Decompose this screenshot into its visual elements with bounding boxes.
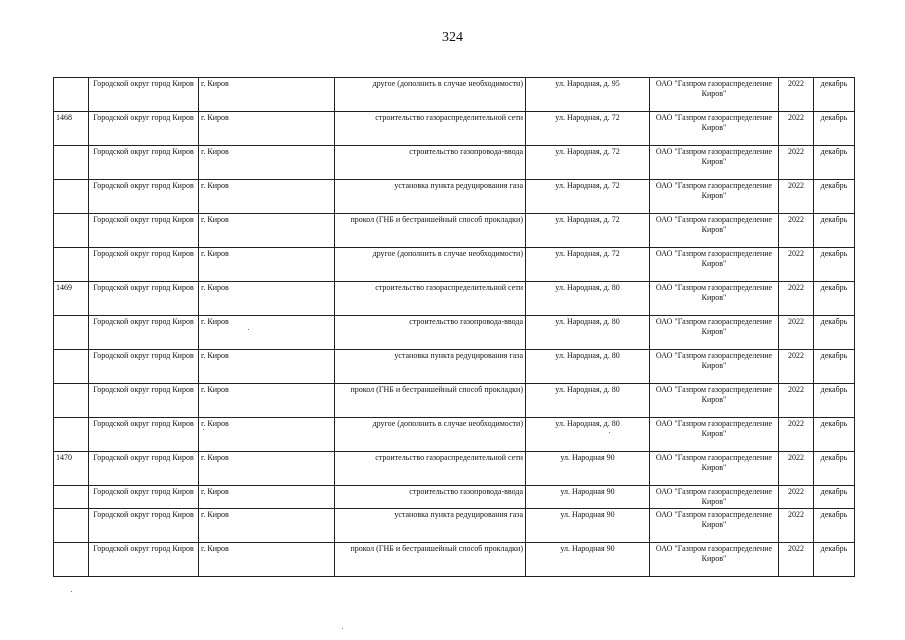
work-type-cell: прокол (ГНБ и бестраншейный способ прокладки) — [335, 384, 526, 418]
organization-cell: ОАО "Газпром газораспределение Киров" — [650, 350, 779, 384]
address-cell: ул. Народная 90 — [526, 486, 650, 509]
scan-speck — [71, 591, 72, 592]
address-cell: ул. Народная 90 — [526, 543, 650, 577]
row-number-cell — [54, 384, 89, 418]
address-cell: ул. Народная 90 — [526, 452, 650, 486]
work-type-cell: установка пункта редуцирования газа — [335, 509, 526, 543]
year-cell: 2022 — [779, 384, 814, 418]
row-number-cell — [54, 486, 89, 509]
address-cell: ул. Народная, д. 80 — [526, 418, 650, 452]
city-cell: г. Киров — [199, 452, 335, 486]
table-row — [54, 350, 855, 384]
city-cell: г. Киров — [199, 350, 335, 384]
municipality-cell: Городской округ город Киров — [89, 350, 199, 384]
works-table — [53, 77, 855, 577]
table-row — [54, 418, 855, 452]
organization-cell: ОАО "Газпром газораспределение Киров" — [650, 452, 779, 486]
municipality-cell: Городской округ город Киров — [89, 282, 199, 316]
row-number-cell — [54, 418, 89, 452]
month-cell: декабрь — [814, 350, 855, 384]
month-cell: декабрь — [814, 452, 855, 486]
row-number-cell — [54, 350, 89, 384]
year-cell: 2022 — [779, 146, 814, 180]
year-cell: 2022 — [779, 509, 814, 543]
table-row — [54, 78, 855, 112]
city-cell: г. Киров — [199, 316, 335, 350]
work-type-cell: строительство газопровода-ввода — [335, 316, 526, 350]
city-cell: г. Киров — [199, 78, 335, 112]
work-type-cell: строительство газопровода-ввода — [335, 146, 526, 180]
row-number-cell — [54, 78, 89, 112]
year-cell: 2022 — [779, 214, 814, 248]
organization-cell: ОАО "Газпром газораспределение Киров" — [650, 543, 779, 577]
month-cell: декабрь — [814, 486, 855, 509]
organization-cell: ОАО "Газпром газораспределение Киров" — [650, 384, 779, 418]
city-cell: г. Киров — [199, 543, 335, 577]
table-row — [54, 452, 855, 486]
municipality-cell: Городской округ город Киров — [89, 316, 199, 350]
municipality-cell: Городской округ город Киров — [89, 384, 199, 418]
table-row — [54, 146, 855, 180]
city-cell: г. Киров — [199, 384, 335, 418]
scan-speck — [248, 329, 249, 330]
table-row — [54, 282, 855, 316]
address-cell: ул. Народная, д. 95 — [526, 78, 650, 112]
month-cell: декабрь — [814, 78, 855, 112]
table-row — [54, 248, 855, 282]
address-cell: ул. Народная, д. 72 — [526, 214, 650, 248]
row-number-cell — [54, 543, 89, 577]
table-body — [54, 78, 855, 577]
city-cell: г. Киров — [199, 180, 335, 214]
organization-cell: ОАО "Газпром газораспределение Киров" — [650, 316, 779, 350]
address-cell: ул. Народная 90 — [526, 509, 650, 543]
table-row — [54, 384, 855, 418]
address-cell: ул. Народная, д. 80 — [526, 384, 650, 418]
table-row — [54, 543, 855, 577]
year-cell: 2022 — [779, 486, 814, 509]
city-cell: г. Киров — [199, 248, 335, 282]
organization-cell: ОАО "Газпром газораспределение Киров" — [650, 282, 779, 316]
month-cell: декабрь — [814, 180, 855, 214]
municipality-cell: Городской округ город Киров — [89, 248, 199, 282]
row-number-cell — [54, 248, 89, 282]
row-number-cell: 1469 — [54, 282, 89, 316]
city-cell: г. Киров — [199, 146, 335, 180]
work-type-cell: строительство газопровода-ввода — [335, 486, 526, 509]
municipality-cell: Городской округ город Киров — [89, 146, 199, 180]
year-cell: 2022 — [779, 180, 814, 214]
year-cell: 2022 — [779, 78, 814, 112]
organization-cell: ОАО "Газпром газораспределение Киров" — [650, 248, 779, 282]
row-number-cell — [54, 509, 89, 543]
row-number-cell: 1468 — [54, 112, 89, 146]
municipality-cell: Городской округ город Киров — [89, 180, 199, 214]
month-cell: декабрь — [814, 418, 855, 452]
work-type-cell: строительство газораспределительной сети — [335, 282, 526, 316]
year-cell: 2022 — [779, 350, 814, 384]
table-row — [54, 486, 855, 509]
row-number-cell — [54, 316, 89, 350]
month-cell: декабрь — [814, 112, 855, 146]
work-type-cell: установка пункта редуцирования газа — [335, 180, 526, 214]
year-cell: 2022 — [779, 282, 814, 316]
address-cell: ул. Народная, д. 72 — [526, 146, 650, 180]
year-cell: 2022 — [779, 316, 814, 350]
organization-cell: ОАО "Газпром газораспределение Киров" — [650, 214, 779, 248]
year-cell: 2022 — [779, 248, 814, 282]
organization-cell: ОАО "Газпром газораспределение Киров" — [650, 180, 779, 214]
row-number-cell — [54, 146, 89, 180]
city-cell: г. Киров — [199, 112, 335, 146]
municipality-cell: Городской округ город Киров — [89, 112, 199, 146]
year-cell: 2022 — [779, 112, 814, 146]
table-row — [54, 214, 855, 248]
month-cell: декабрь — [814, 316, 855, 350]
month-cell: декабрь — [814, 543, 855, 577]
address-cell: ул. Народная, д. 80 — [526, 316, 650, 350]
month-cell: декабрь — [814, 509, 855, 543]
work-type-cell: другое (дополнить в случае необходимости) — [335, 248, 526, 282]
work-type-cell: прокол (ГНБ и бестраншейный способ прокладки) — [335, 214, 526, 248]
address-cell: ул. Народная, д. 72 — [526, 180, 650, 214]
organization-cell: ОАО "Газпром газораспределение Киров" — [650, 78, 779, 112]
city-cell: г. Киров — [199, 282, 335, 316]
year-cell: 2022 — [779, 543, 814, 577]
address-cell: ул. Народная, д. 80 — [526, 350, 650, 384]
month-cell: декабрь — [814, 384, 855, 418]
table-row — [54, 112, 855, 146]
organization-cell: ОАО "Газпром газораспределение Киров" — [650, 418, 779, 452]
municipality-cell: Городской округ город Киров — [89, 452, 199, 486]
month-cell: декабрь — [814, 248, 855, 282]
address-cell: ул. Народная, д. 72 — [526, 248, 650, 282]
organization-cell: ОАО "Газпром газораспределение Киров" — [650, 509, 779, 543]
scan-speck — [609, 432, 610, 433]
year-cell: 2022 — [779, 452, 814, 486]
work-type-cell: прокол (ГНБ и бестраншейный способ прокладки) — [335, 543, 526, 577]
work-type-cell: установка пункта редуцирования газа — [335, 350, 526, 384]
municipality-cell: Городской округ город Киров — [89, 78, 199, 112]
organization-cell: ОАО "Газпром газораспределение Киров" — [650, 486, 779, 509]
address-cell: ул. Народная, д. 72 — [526, 112, 650, 146]
row-number-cell — [54, 214, 89, 248]
scan-speck — [203, 429, 204, 430]
table-row — [54, 509, 855, 543]
municipality-cell: Городской округ город Киров — [89, 486, 199, 509]
table-row — [54, 180, 855, 214]
organization-cell: ОАО "Газпром газораспределение Киров" — [650, 146, 779, 180]
row-number-cell: 1470 — [54, 452, 89, 486]
row-number-cell — [54, 180, 89, 214]
work-type-cell: другое (дополнить в случае необходимости) — [335, 418, 526, 452]
page-number: 324 — [442, 30, 463, 45]
year-cell: 2022 — [779, 418, 814, 452]
city-cell: г. Киров — [199, 418, 335, 452]
municipality-cell: Городской округ город Киров — [89, 214, 199, 248]
work-type-cell: строительство газораспределительной сети — [335, 452, 526, 486]
work-type-cell: другое (дополнить в случае необходимости) — [335, 78, 526, 112]
city-cell: г. Киров — [199, 509, 335, 543]
municipality-cell: Городской округ город Киров — [89, 509, 199, 543]
organization-cell: ОАО "Газпром газораспределение Киров" — [650, 112, 779, 146]
month-cell: декабрь — [814, 146, 855, 180]
month-cell: декабрь — [814, 214, 855, 248]
municipality-cell: Городской округ город Киров — [89, 543, 199, 577]
city-cell: г. Киров — [199, 214, 335, 248]
month-cell: декабрь — [814, 282, 855, 316]
address-cell: ул. Народная, д. 80 — [526, 282, 650, 316]
work-type-cell: строительство газораспределительной сети — [335, 112, 526, 146]
table-row — [54, 316, 855, 350]
municipality-cell: Городской округ город Киров — [89, 418, 199, 452]
city-cell: г. Киров — [199, 486, 335, 509]
scan-speck — [342, 628, 343, 629]
